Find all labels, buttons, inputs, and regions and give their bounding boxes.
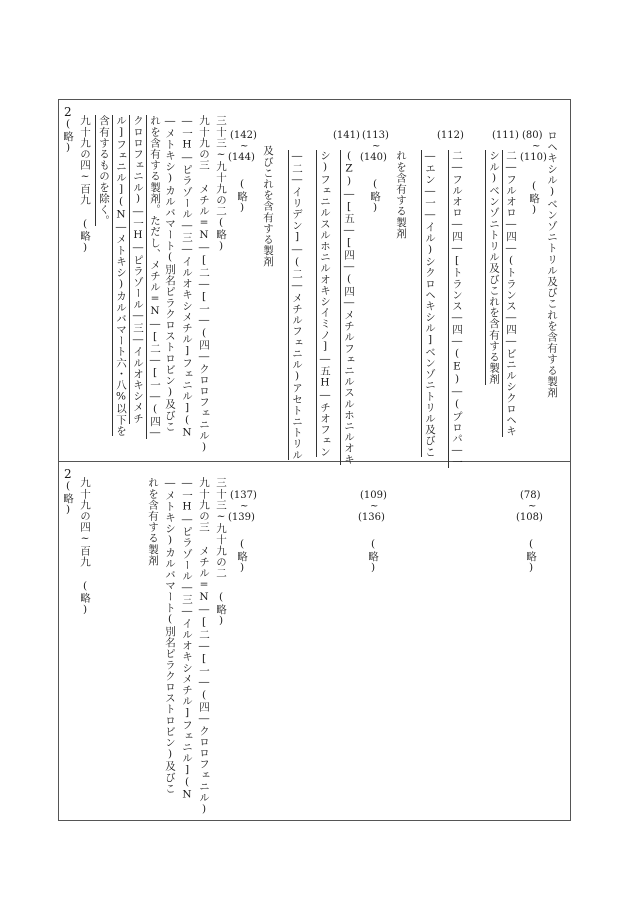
text-column: (Z)―[五―[四―(四―メチルフェニルスルホニルオキ	[340, 150, 355, 465]
item-number: (144)	[228, 152, 255, 163]
tilde: ~	[528, 501, 537, 512]
tilde: ~	[370, 501, 379, 512]
panel-number: 2	[64, 105, 72, 119]
text-column: 含有するものを除く。	[95, 115, 110, 226]
omitted-mark: (略)	[62, 118, 74, 155]
item-number: (108)	[516, 512, 543, 523]
text-column: シ)フェニルスルホニルオキシイミノ]―五H―チオフェン	[316, 150, 331, 457]
item-number: (111)	[492, 130, 519, 141]
omitted-mark: (略)	[369, 178, 381, 215]
text-column: 九十九の四~百九 (略)	[79, 477, 91, 617]
text-column: れを含有する製剤	[395, 150, 407, 239]
text-column: 三十三~九十九の二(略)	[215, 115, 227, 253]
text-column: れを含有する製剤。ただし、メチル=N―[二―[一―(四―	[146, 115, 161, 439]
text-column: 三十三~九十九の二 (略)	[215, 477, 227, 628]
omitted-mark: (略)	[528, 180, 540, 217]
item-number: (140)	[360, 152, 387, 163]
item-number: (113)	[362, 130, 389, 141]
tilde: ~	[372, 141, 381, 152]
text-column: クロロフェニル)―一H―ピラゾール―三―イルオキシメチ	[129, 115, 144, 424]
tilde: ~	[240, 141, 249, 152]
omitted-mark: (略)	[367, 538, 379, 575]
tilde: ~	[532, 141, 541, 152]
text-column: 九十九の三 メチル=N―[二―[一―(四―クロロフェニル)	[198, 115, 210, 454]
item-number: (109)	[360, 490, 387, 501]
omitted-mark: (略)	[525, 538, 537, 575]
item-number: (142)	[230, 130, 257, 141]
item-number: (137)	[230, 490, 257, 501]
omitted-mark: (略)	[236, 538, 248, 575]
text-column: ル]フェニル](N―メトキシ)カルバマート六・八%以下を	[112, 115, 127, 436]
text-column: ―一H―ピラゾール―三―イルオキシメチル]フェニル](N	[181, 115, 193, 440]
omitted-mark: (略)	[62, 480, 74, 517]
tilde: ~	[240, 501, 249, 512]
item-number: (139)	[228, 512, 255, 523]
item-number: (80)	[522, 130, 543, 141]
text-column: 二―フルオロ―四―[トランス―四―(E)―(プロパ―一	[448, 150, 463, 468]
text-column: ―エン―一―イル)シクロヘキシル]ベンゾニトリル及びこ	[421, 150, 436, 457]
text-column: シル)ベンゾニトリル及びこれを含有する製剤	[485, 150, 500, 385]
text-column: れを含有する製剤	[147, 477, 159, 566]
text-column: 九十九の四~百九 (略)	[79, 115, 91, 255]
text-column: ―二―イリデン]―(二―メチルフェニル)アセトニトリル	[288, 150, 303, 460]
text-column: 九十九の三 メチル=N―[二―[一―(四―クロロフェニル)	[198, 477, 210, 816]
text-column: 二―フルオロ―四―(トランス―四―ビニルシクロヘキ	[502, 150, 517, 437]
item-number: (78)	[520, 490, 541, 501]
text-column: ―メトキシ)カルバマート(別名ピラクロストロビン)及びこ	[164, 115, 176, 432]
panel-number: 2	[64, 467, 72, 481]
text-column: ―一H―ピラゾール―三―イルオキシメチル]フェニル](N	[181, 477, 193, 802]
item-number: (141)	[333, 130, 360, 141]
item-number: (110)	[520, 152, 547, 163]
text-column: 及びこれを含有する製剤	[262, 145, 274, 268]
omitted-mark: (略)	[236, 178, 248, 215]
item-number: (112)	[437, 130, 464, 141]
item-number: (136)	[358, 512, 385, 523]
current-text-panel	[58, 462, 571, 821]
text-column: ロヘキシル)ベンゾニトリル及びこれを含有する製剤	[546, 130, 558, 398]
text-column: ―メトキシ)カルバマート(別名ピラクロストロビン)及びこ	[164, 477, 176, 794]
